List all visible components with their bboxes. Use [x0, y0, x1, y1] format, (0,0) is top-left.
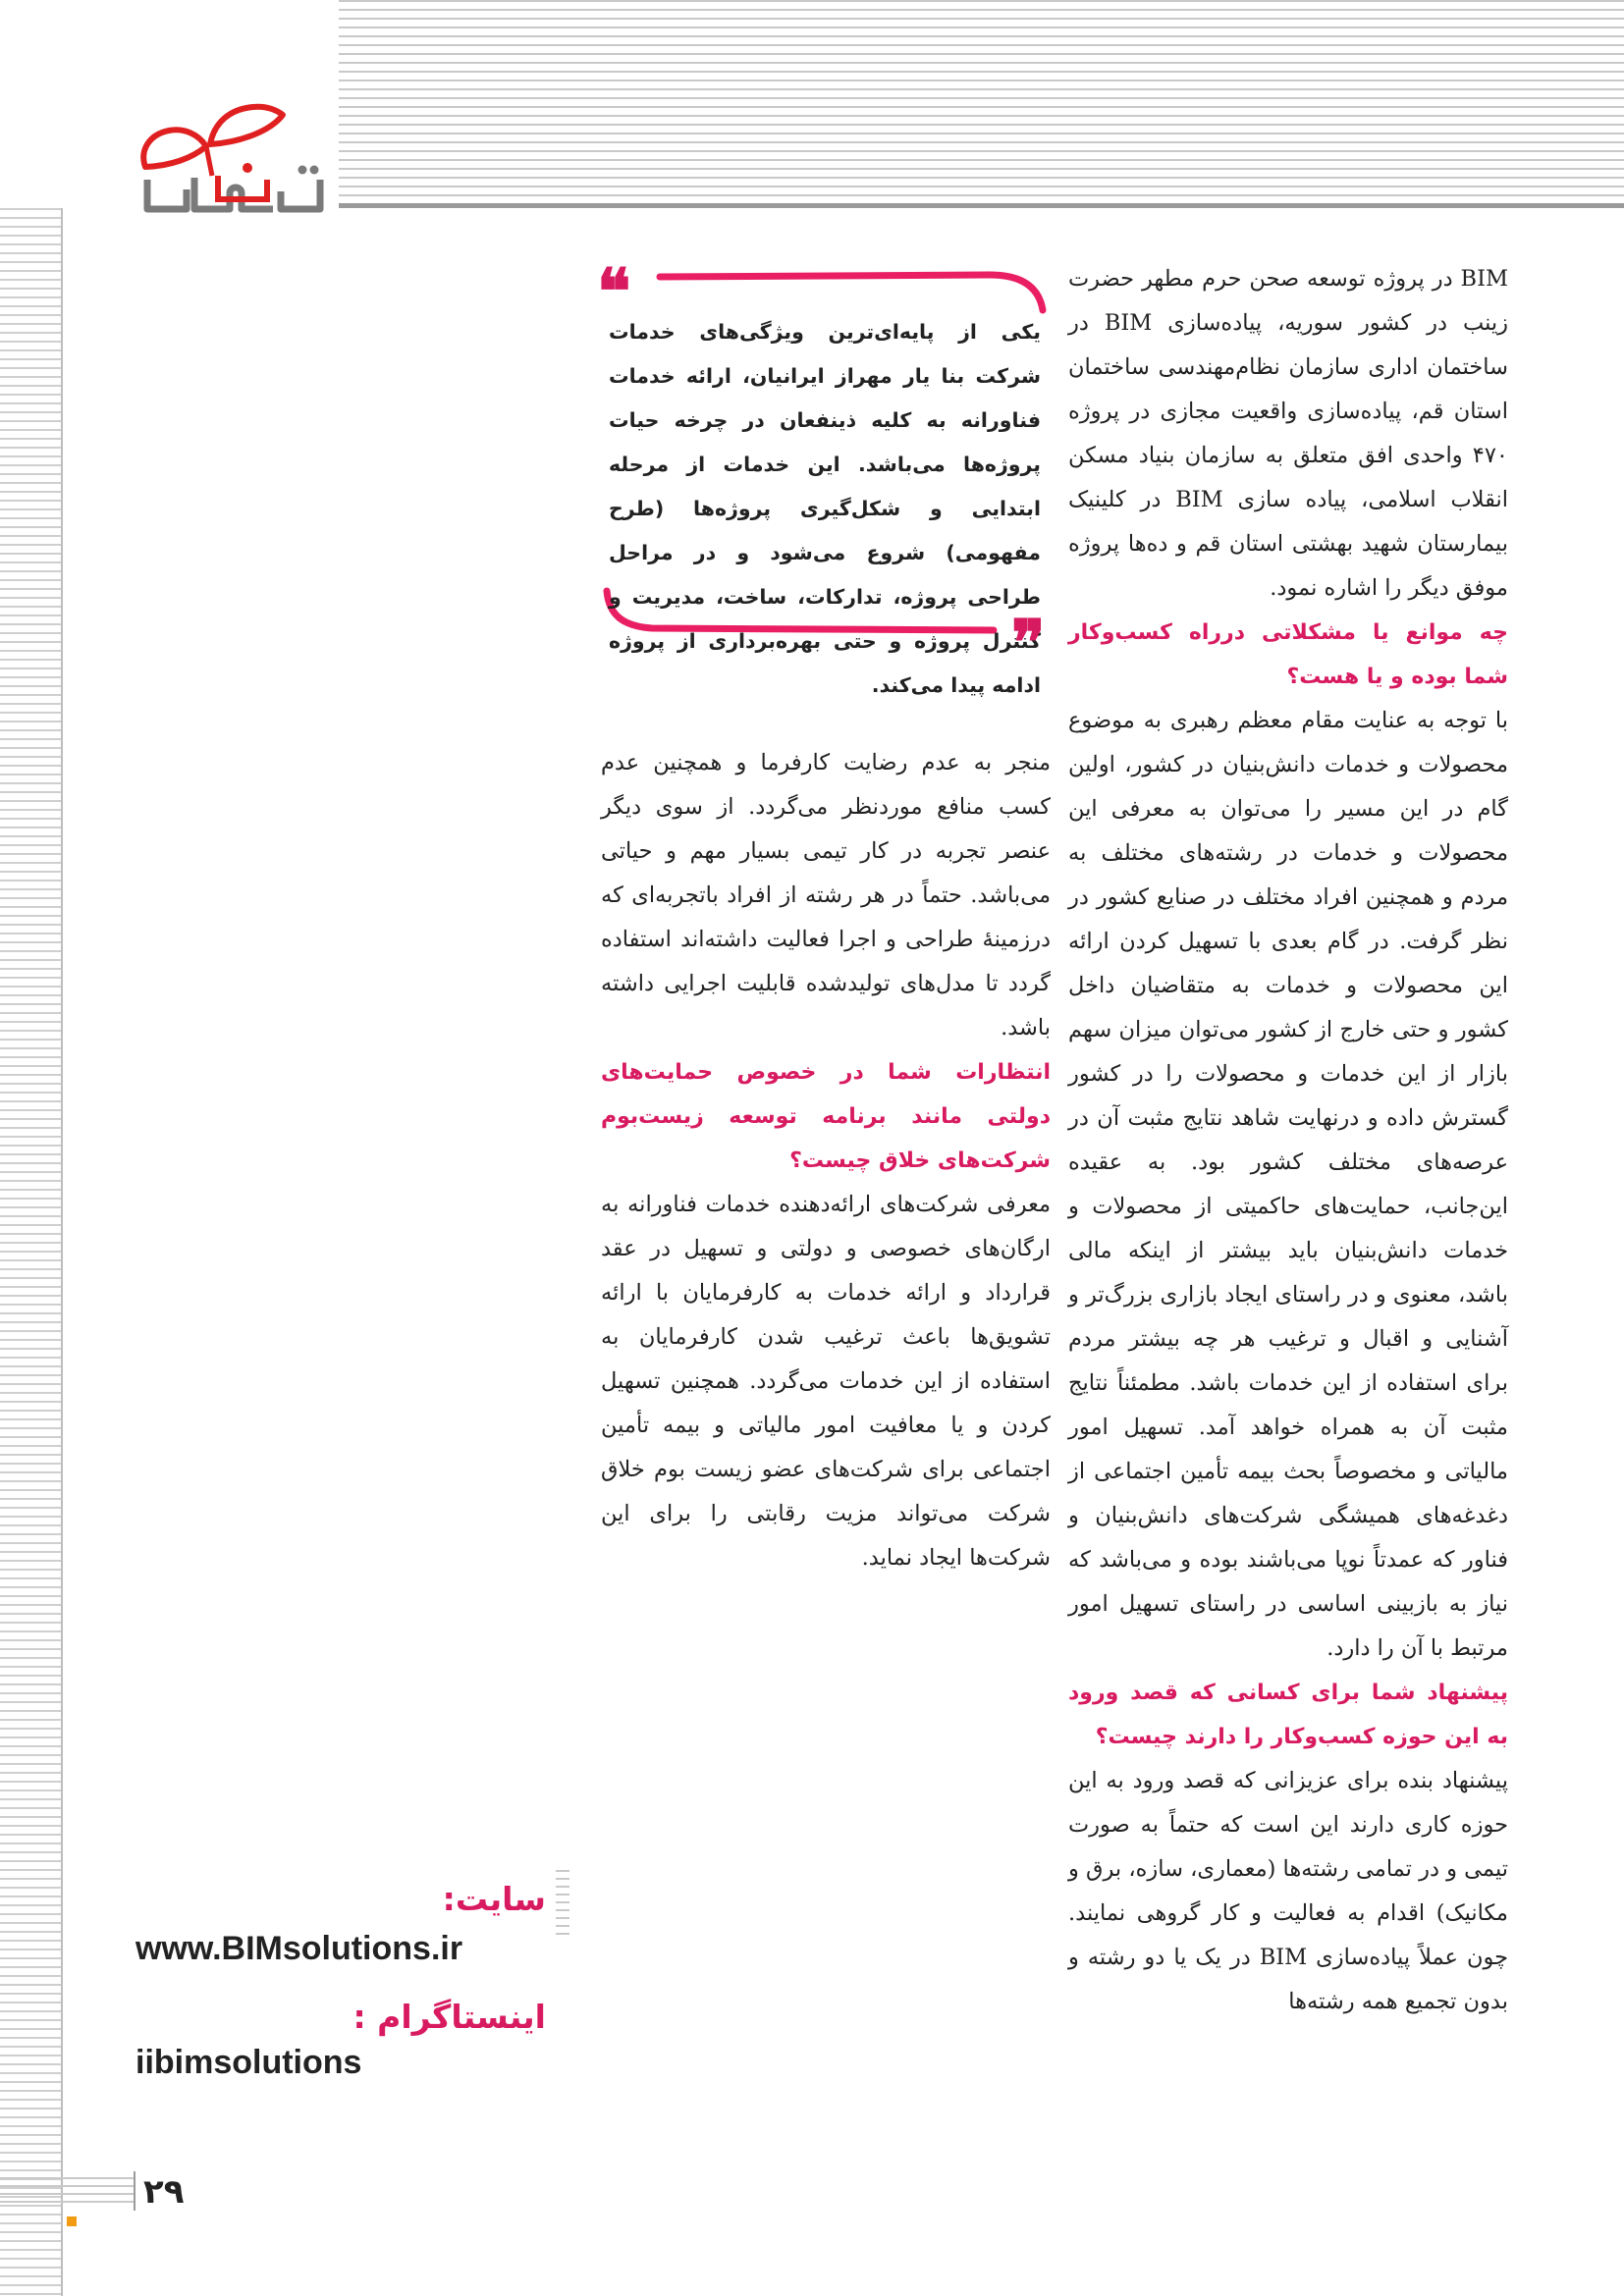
body-paragraph: با توجه به عنایت مقام معظم رهبری به موضوع محصولات و خدمات دانش‌بنیان در کشور، اولین گام در این مسیر را می‌توان به معرفی این محصولات و خدمات در رشته‌های مختلف به مردم و همچنین افراد مختلف در صنایع کشور در نظر گرفت. در گام بعدی با تسهیل کردن ارائه این محصولات و خدمات به متقاضیان داخل کشور و حتی خارج از کشور می‌توان میزان سهم بازار از این خدمات و محصولات را در کشور گسترش داده و درنهایت شاهد نتایج مثبت آن در عرصه‌های مختلف کشور بود. به عقیده این‌جانب، حمایت‌های حاکمیتی از محصولات و خدمات دانش‌بنیان باید بیشتر از اینکه مالی باشد، معنوی و در راستای ایجاد بازاری بزرگ‌تر و آشنایی و اقبال و ترغیب هر چه بیشتر مردم برای استفاده از این خدمات باشد. مطمئناً نتایج مثبت آن به همراه خواهد آمد. تسهیل امور مالیاتی و مخصوصاً بحث بیمه تأمین اجتماعی از دغدغه‌های همیشگی شرکت‌های دانش‌بنیان و فناور که عمدتاً نوپا می‌باشند بوده و می‌باشد که نیاز به بازبینی اساسی در راستای تسهیل امور مرتبط با آن را دارد.: [1067, 708, 1508, 1661]
section-heading: چه موانع یا مشکلاتی درراه کسب‌وکار شما بوده و یا هست؟: [1068, 620, 1508, 689]
body-paragraph: منجر به عدم رضایت کارفرما و همچنین عدم کسب منافع موردنظر می‌گردد. از سوی دیگر عنصر تجربه در کار تیمی بسیار مهم و حیاتی می‌باشد. حتماً در هر رشته از افراد باتجربه‌ای که درزمینهٔ طراحی و اجرا فعالیت داشته‌اند استفاده گردد تا مدل‌های تولیدشده قابلیت اجرایی داشته باشد.: [601, 750, 1051, 1041]
website-link[interactable]: www.BIMsolutions.ir: [135, 1930, 463, 1967]
site-label: سایت:: [442, 1880, 546, 1918]
footer-stripes: [0, 2177, 134, 2207]
article-column-middle: [601, 741, 1051, 1580]
section-heading: پیشنهاد شما برای کسانی که قصد ورود به این حوزه کسب‌وکار را دارند چیست؟: [1068, 1681, 1508, 1749]
instagram-handle[interactable]: iibimsolutions: [135, 2044, 362, 2081]
section-heading: انتظارات شما در خصوص حمایت‌های دولتی مانند برنامه توسعه زیست‌بوم شرکت‌های خلاق چیست؟: [601, 1060, 1051, 1173]
header-stripes: [339, 0, 1624, 196]
body-paragraph: پیشنهاد بنده برای عزیزانی که قصد ورود به این حوزه کاری دارند این است که حتماً به صورت تیمی و در تمامی رشته‌ها (معماری، سازه، برق و مکانیک) اقدام به فعالیت و کار گروهی نمایند. چون عملاً پیاده‌سازی BIM در یک یا دو رشته و بدون تجمیع همه رشته‌ها: [1068, 1768, 1508, 2014]
pull-quote-text: یکی از پایه‌ای‌ترین ویژگی‌های خدمات شرکت بنا یار مهراز ایرانیان، ارائه خدمات فناورانه به کلیه ذینفعان در چرخه حیات پروژه‌ها می‌باشد. این خدمات از مرحله ابتدایی و شکل‌گیری پروژه‌ها (طرح مفهومی) شروع می‌شود و در مراحل طراحی پروژه، تدارکات، ساخت، مدیریت و کنترل پروژه و حتی بهره‌برداری از پروژه ادامه پیدا می‌کند.: [609, 320, 1041, 697]
margin-rule: [61, 208, 63, 2296]
body-paragraph: معرفی شرکت‌های ارائه‌دهنده خدمات فناورانه به ارگان‌های خصوصی و دولتی و تسهیل در عقد قرارداد و ارائه خدمات به کارفرمایان با ارائه تشویق‌ها باعث ترغیب شدن کارفرمایان به استفاده از این خدمات می‌گردد. همچنین تسهیل کردن و یا معافیت امور مالیاتی و بیمه تأمین اجتماعی برای شرکت‌های عضو زیست بوم خلاق شرکت می‌تواند مزیت رقابتی را برای این شرکت‌ها ایجاد نماید.: [601, 1192, 1051, 1571]
quote-open-icon: ❝: [597, 255, 631, 329]
article-column-right: [1068, 257, 1508, 2024]
margin-stripes: [0, 208, 61, 2296]
contact-stripes: [556, 1870, 569, 1941]
footer-divider: [134, 2171, 135, 2211]
brand-logo: [128, 74, 353, 221]
instagram-label: اینستاگرام :: [352, 1998, 546, 2036]
quote-close-icon: ❞: [1011, 607, 1046, 680]
corner-marker: [67, 2216, 77, 2226]
body-paragraph: BIM در پروژه توسعه صحن حرم مطهر حضرت زینب در کشور سوریه، پیاده‌سازی BIM در ساختمان اداری سازمان نظام‌مهندسی ساختمان استان قم، پیاده‌سازی واقعیت مجازی در پروژه ۴۷۰ واحدی افق متعلق به سازمان بنیاد مسکن انقلاب اسلامی، پیاده سازی BIM در کلینیک بیمارستان شهید بهشتی استان قم و ده‌ها پروژه موفق دیگر را اشاره نمود.: [1068, 266, 1509, 601]
header-rule: [339, 203, 1624, 208]
page-number: ۲۹: [143, 2172, 185, 2212]
